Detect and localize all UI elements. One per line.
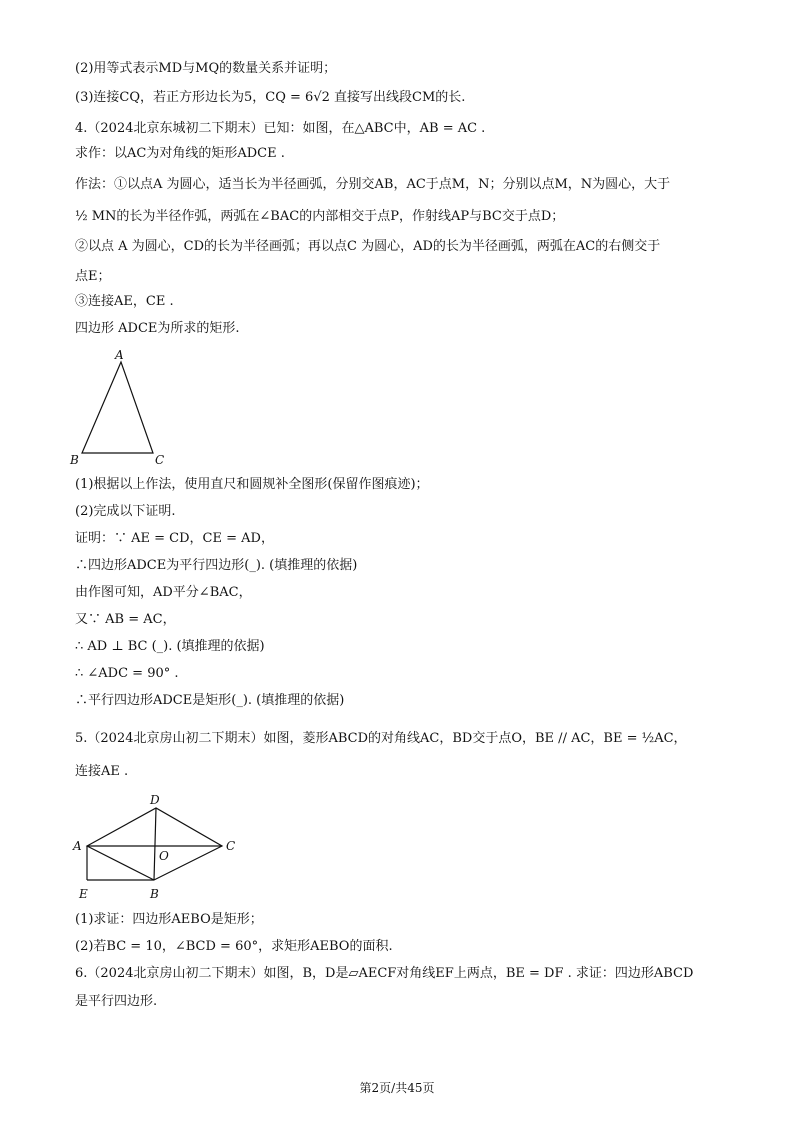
- text-line-4: 求作：以AC为对角线的矩形ADCE .: [75, 146, 285, 161]
- text-line-2: (3)连接CQ，若正方形边长为5，CQ = 6√2 直接写出线段CM的长.: [75, 90, 466, 105]
- label-a: A: [73, 839, 82, 853]
- text-line-16: 又∵ AB = AC，: [75, 612, 176, 627]
- diagonal-bd: [154, 808, 156, 880]
- text-line-21: 连接AE .: [75, 764, 129, 779]
- page-footer: 第2页/共45页: [359, 1081, 435, 1095]
- rhombus-abcd-figure: [66, 788, 256, 908]
- text-line-1: (2)用等式表示MD与MQ的数量关系并证明；: [75, 61, 337, 76]
- label-d: D: [150, 793, 160, 807]
- text-line-10: 四边形 ADCE为所求的矩形.: [75, 321, 240, 336]
- text-line-18: ∴ ∠ADC = 90° .: [75, 666, 179, 681]
- problem-4-title: 4.（2024北京东城初二下期末）已知：如图，在△ABC中，AB = AC .: [75, 121, 486, 136]
- label-c: C: [155, 453, 165, 467]
- label-o: O: [159, 849, 169, 863]
- problem-6-title: 6.（2024北京房山初二下期末）如图，B，D是▱AECF对角线EF上两点，BE = DF . 求证：四边形ABCD: [75, 966, 694, 981]
- label-c: C: [226, 839, 236, 853]
- text-line-13: 证明：∵ AE = CD，CE = AD，: [75, 531, 274, 546]
- triangle-abc-outline: [82, 362, 153, 453]
- label-b: B: [70, 453, 79, 467]
- label-a: A: [115, 348, 124, 362]
- text-line-7: ②以点 A 为圆心，CD的长为半径画弧；再以点C 为圆心，AD的长为半径画弧，两弧在AC的右侧交于: [75, 239, 661, 254]
- text-line-25: 是平行四边形.: [75, 994, 158, 1009]
- text-line-5: 作法：①以点A 为圆心，适当长为半径画弧，分别交AB，AC于点M，N；分别以点M，N为圆心，大于: [75, 177, 671, 192]
- label-b: B: [150, 887, 159, 901]
- text-line-12: (2)完成以下证明.: [75, 504, 176, 519]
- text-line-14: ∴四边形ADCE为平行四边形(_). (填推理的依据): [75, 558, 358, 573]
- text-line-19: ∴平行四边形ADCE是矩形(_). (填推理的依据): [75, 693, 345, 708]
- text-line-11: (1)根据以上作法，使用直尺和圆规补全图形(保留作图痕迹)；: [75, 477, 429, 492]
- problem-5-title: 5.（2024北京房山初二下期末）如图，菱形ABCD的对角线AC，BD交于点O，BE // AC，BE = ½AC，: [75, 731, 687, 746]
- text-line-6: ½ MN的长为半径作弧，两弧在∠BAC的内部相交于点P，作射线AP与BC交于点D；: [75, 209, 565, 224]
- label-e: E: [79, 887, 88, 901]
- text-line-17: ∴ AD ⊥ BC (_). (填推理的依据): [75, 639, 265, 654]
- triangle-abc-figure: [66, 344, 176, 469]
- text-line-8: 点E；: [75, 269, 111, 284]
- text-line-23: (2)若BC = 10，∠BCD = 60°，求矩形AEBO的面积.: [75, 939, 393, 954]
- text-line-15: 由作图可知，AD平分∠BAC，: [75, 585, 252, 600]
- text-line-9: ③连接AE，CE .: [75, 294, 174, 309]
- text-line-22: (1)求证：四边形AEBO是矩形；: [75, 912, 263, 927]
